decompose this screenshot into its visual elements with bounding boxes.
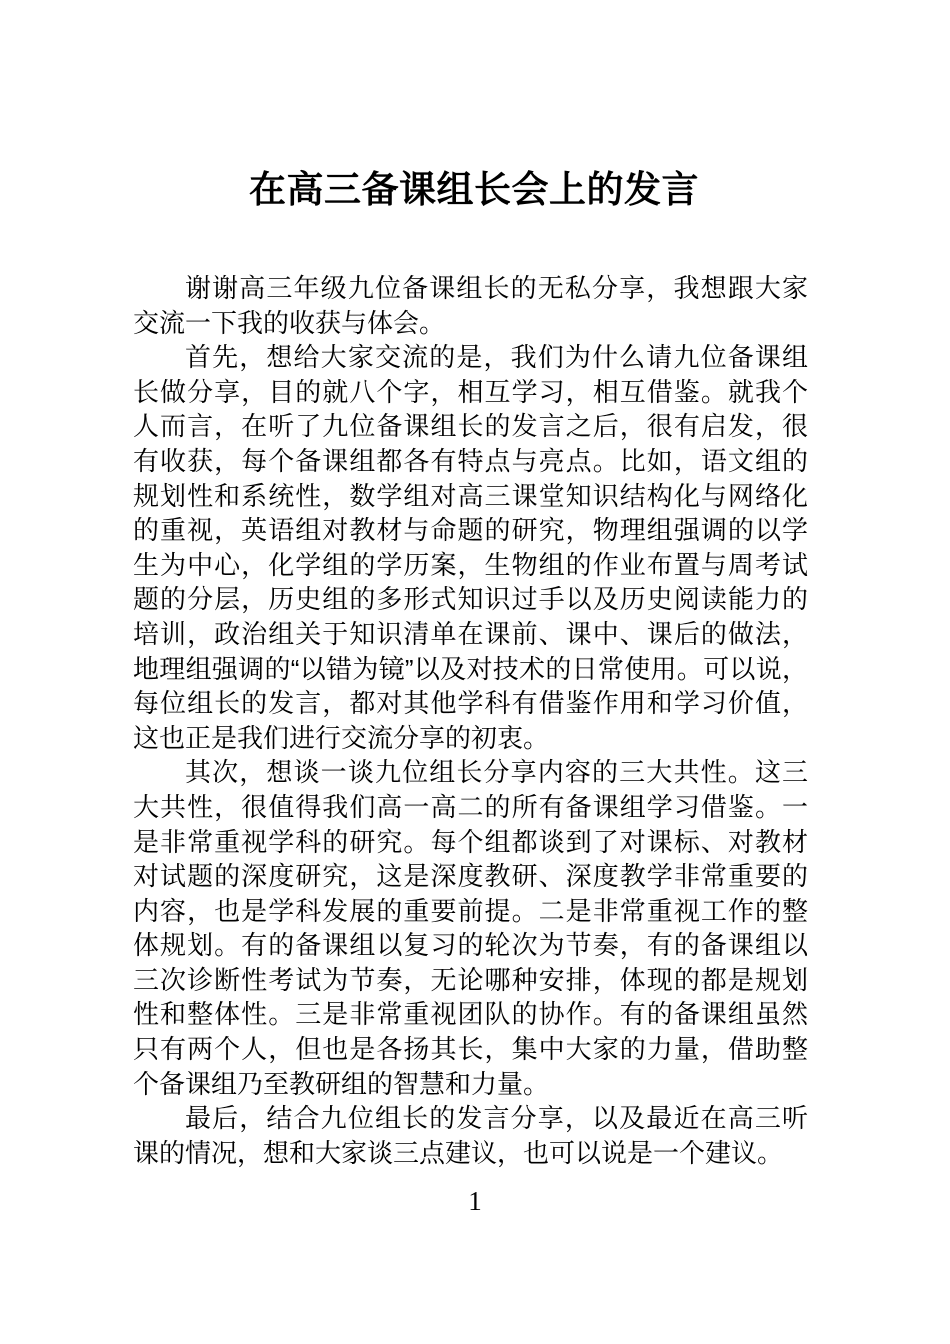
document-title: 在高三备课组长会上的发言 (249, 169, 699, 210)
paragraph-closing: 最后，结合九位组长的发言分享，以及最近在高三听课的情况，想和大家谈三点建议，也可以说是一个建议。 (133, 1103, 808, 1168)
paragraph-second-point: 其次，想谈一谈九位组长分享内容的三大共性。这三大共性，很值得我们高一高二的所有备课组学习借鉴。一是非常重视学科的研究。每个组都谈到了对课标、对教材对试题的深度研究，这是深度教研、深度教学非常重要的内容，也是学科发展的重要前提。二是非常重视工作的整体规划。有的备课组以复习的轮次为节奏，有的备课组以三次诊断性考试为节奏，无论哪种安排，体现的都是规划性和整体性。三是非常重视团队的协作。有的备课组虽然只有两个人，但也是各扬其长，集中大家的力量，借助整个备课组乃至教研组的智慧和力量。 (133, 757, 808, 1099)
document-content (133, 165, 815, 1170)
paragraph-intro: 谢谢高三年级九位备课组长的无私分享，我想跟大家交流一下我的收获与体会。 (133, 273, 808, 338)
page-number: 1 (468, 1186, 482, 1216)
paragraph-first-point: 首先，想给大家交流的是，我们为什么请九位备课组长做分享，目的就八个字，相互学习，相互借鉴。就我个人而言，在听了九位备课组长的发言之后，很有启发，很有收获，每个备课组都各有特点与亮点。比如，语文组的规划性和系统性，数学组对高三课堂知识结构化与网络化的重视，英语组对教材与命题的研究，物理组强调的以学生为中心，化学组的学历案，生物组的作业布置与周考试题的分层，历史组的多形式知识过手以及历史阅读能力的培训，政治组关于知识清单在课前、课中、课后的做法，地理组强调的“以错为镜”以及对技术的日常使用。可以说，每位组长的发言，都对其他学科有借鉴作用和学习价值，这也正是我们进行交流分享的初衷。 (133, 342, 808, 753)
